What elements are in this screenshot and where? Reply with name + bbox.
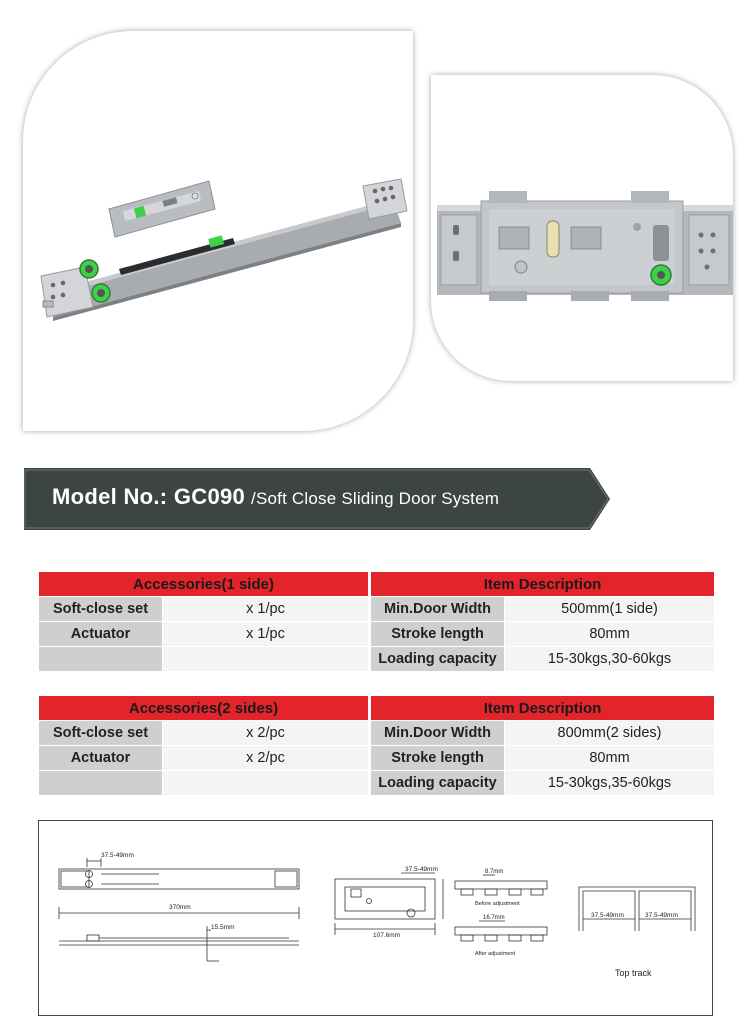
table-row (39, 721, 715, 746)
drawing-caption: Top track (615, 968, 652, 978)
accessory-quantity (163, 771, 369, 796)
accessory-quantity: x 2/pc (163, 746, 369, 771)
dimension-label: 37.5-49mm (645, 912, 678, 919)
table-row (39, 647, 715, 672)
dimension-label: 37.5-49mm (405, 866, 438, 873)
spec-table-two-sides (38, 695, 715, 796)
technical-drawing (38, 820, 713, 1016)
item-label: Stroke length (371, 622, 505, 647)
item-value: 800mm(2 sides) (505, 721, 715, 746)
dimension-label: 15.5mm (211, 924, 235, 931)
accessories-header: Accessories(2 sides) (39, 696, 369, 721)
accessories-header: Accessories(1 side) (39, 572, 369, 597)
accessory-label: Soft-close set (39, 597, 163, 622)
table-row (39, 771, 715, 796)
table-row (39, 622, 715, 647)
banner-text (52, 484, 499, 510)
accessory-quantity: x 1/pc (163, 622, 369, 647)
actuator-closeup-illustration (431, 75, 733, 381)
item-label: Min.Door Width (371, 597, 505, 622)
dimension-drawing (39, 821, 714, 1017)
dimension-label: 37.5-49mm (591, 912, 624, 919)
item-value: 80mm (505, 746, 715, 771)
product-photo-full (23, 31, 413, 431)
drawing-caption: After adjustment (475, 951, 516, 957)
dimension-label: 16.7mm (483, 915, 505, 921)
model-banner (24, 468, 610, 530)
accessory-label: Actuator (39, 622, 163, 647)
product-subtitle: /Soft Close Sliding Door System (251, 489, 500, 508)
dimension-label: 37.5-49mm (101, 852, 134, 859)
item-value: 80mm (505, 622, 715, 647)
model-number: Model No.: GC090 (52, 484, 246, 509)
soft-close-unit-illustration (23, 31, 413, 431)
dimension-label: 8.7mm (485, 869, 504, 875)
table-row (39, 746, 715, 771)
accessory-label: Soft-close set (39, 721, 163, 746)
accessory-quantity (163, 647, 369, 672)
dimension-label: 370mm (169, 904, 191, 911)
item-label: Loading capacity (371, 647, 505, 672)
accessory-quantity: x 1/pc (163, 597, 369, 622)
item-label: Min.Door Width (371, 721, 505, 746)
accessory-label: Actuator (39, 746, 163, 771)
dimension-label: 107.6mm (373, 932, 401, 939)
item-description-header: Item Description (371, 572, 715, 597)
accessory-quantity: x 2/pc (163, 721, 369, 746)
accessory-label (39, 647, 163, 672)
product-photo-closeup (431, 75, 733, 381)
item-value: 15-30kgs,35-60kgs (505, 771, 715, 796)
item-value: 15-30kgs,30-60kgs (505, 647, 715, 672)
table-row (39, 597, 715, 622)
item-description-header: Item Description (371, 696, 715, 721)
item-label: Stroke length (371, 746, 505, 771)
spec-table-one-side (38, 571, 715, 672)
accessory-label (39, 771, 163, 796)
item-label: Loading capacity (371, 771, 505, 796)
item-value: 500mm(1 side) (505, 597, 715, 622)
drawing-caption: Before adjustment (475, 901, 520, 907)
